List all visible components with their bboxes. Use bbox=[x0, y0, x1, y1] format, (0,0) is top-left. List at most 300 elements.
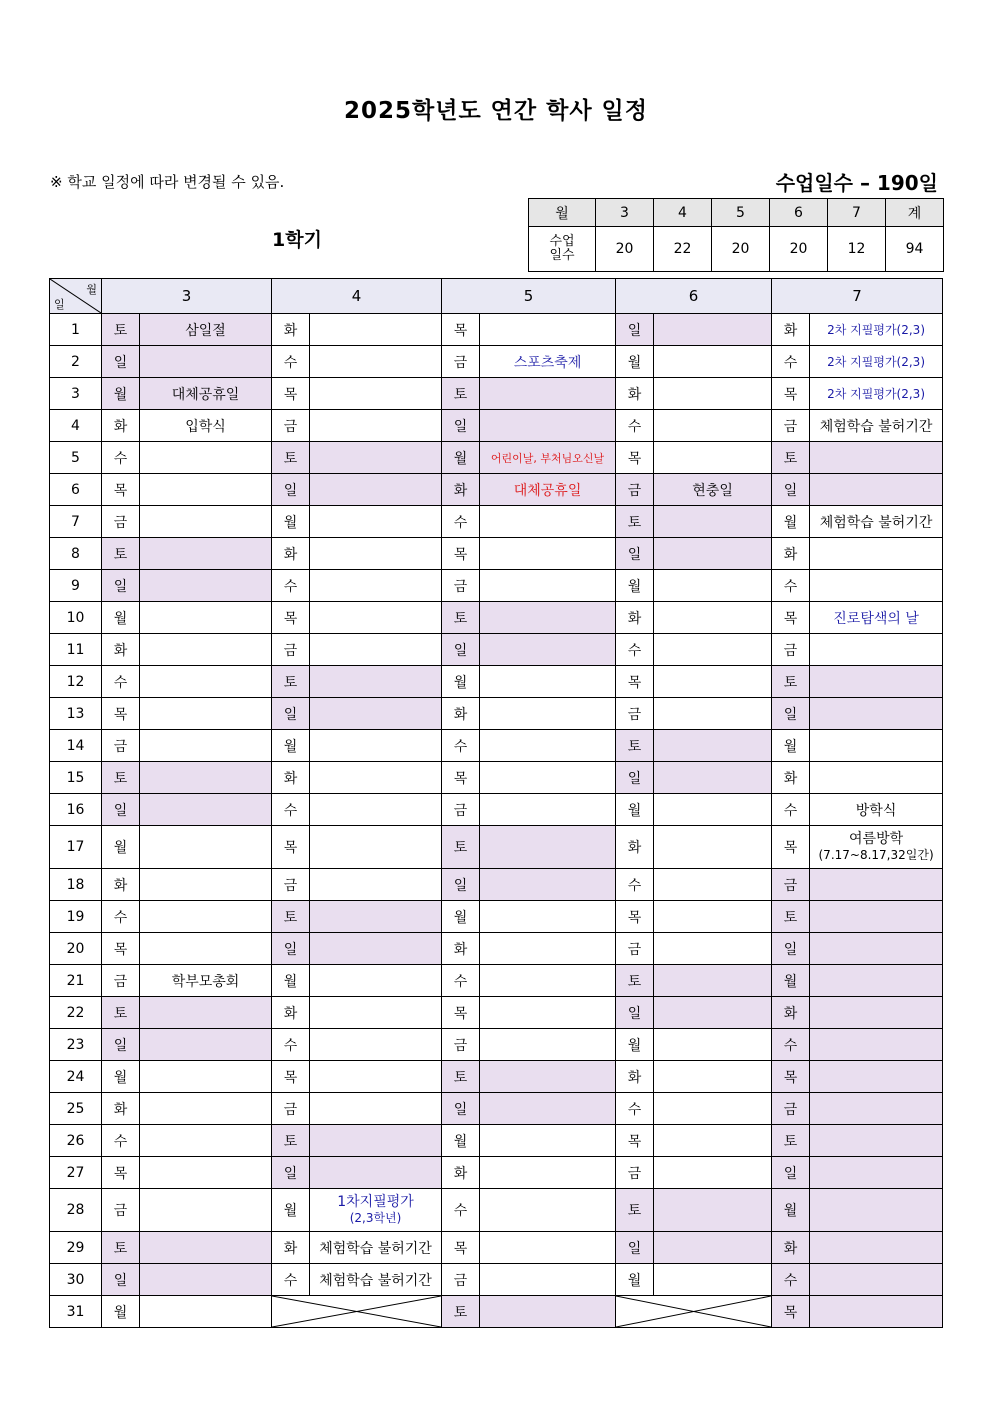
weekday-cell: 목 bbox=[272, 1061, 310, 1093]
event-cell bbox=[810, 730, 943, 762]
weekday-cell: 월 bbox=[272, 730, 310, 762]
event-cell bbox=[140, 997, 272, 1029]
day-number: 9 bbox=[50, 570, 102, 602]
event-cell: 체험학습 불허기간 bbox=[810, 410, 943, 442]
weekday-cell: 목 bbox=[442, 314, 480, 346]
weekday-cell: 화 bbox=[772, 762, 810, 794]
event-cell bbox=[810, 538, 943, 570]
event-cell bbox=[480, 698, 616, 730]
weekday-cell: 금 bbox=[616, 1157, 654, 1189]
event-cell bbox=[654, 442, 772, 474]
weekday-cell: 목 bbox=[772, 602, 810, 634]
weekday-cell: 화 bbox=[272, 538, 310, 570]
calendar-row bbox=[50, 1157, 943, 1189]
weekday-cell: 월 bbox=[102, 826, 140, 869]
event-cell bbox=[310, 730, 442, 762]
event-cell bbox=[140, 1061, 272, 1093]
event-cell bbox=[140, 538, 272, 570]
event-cell bbox=[310, 1061, 442, 1093]
nonexistent-date-cell bbox=[272, 1296, 442, 1328]
weekday-cell: 화 bbox=[102, 634, 140, 666]
event-cell bbox=[654, 378, 772, 410]
weekday-cell: 토 bbox=[616, 965, 654, 997]
event-cell bbox=[310, 826, 442, 869]
weekday-cell: 목 bbox=[616, 1125, 654, 1157]
weekday-cell: 수 bbox=[102, 1125, 140, 1157]
event-cell bbox=[480, 506, 616, 538]
weekday-cell: 화 bbox=[442, 1157, 480, 1189]
event-cell bbox=[140, 933, 272, 965]
weekday-cell: 일 bbox=[272, 933, 310, 965]
event-cell bbox=[310, 1093, 442, 1125]
weekday-cell: 월 bbox=[772, 506, 810, 538]
event-cell bbox=[140, 1296, 272, 1328]
event-cell bbox=[140, 1125, 272, 1157]
event-cell bbox=[140, 602, 272, 634]
event-cell bbox=[654, 346, 772, 378]
weekday-cell: 일 bbox=[772, 933, 810, 965]
weekday-cell: 월 bbox=[442, 666, 480, 698]
days-table-month: 5 bbox=[712, 199, 770, 227]
event-cell bbox=[654, 410, 772, 442]
calendar-row bbox=[50, 410, 943, 442]
weekday-cell: 월 bbox=[772, 965, 810, 997]
weekday-cell: 토 bbox=[442, 378, 480, 410]
event-cell bbox=[310, 1125, 442, 1157]
event-cell bbox=[810, 666, 943, 698]
weekday-cell: 수 bbox=[616, 1093, 654, 1125]
day-number: 23 bbox=[50, 1029, 102, 1061]
calendar-row bbox=[50, 1296, 943, 1328]
event-cell bbox=[310, 346, 442, 378]
weekday-cell: 토 bbox=[102, 997, 140, 1029]
event-cell bbox=[654, 1189, 772, 1232]
event-cell bbox=[654, 1232, 772, 1264]
event-cell bbox=[310, 901, 442, 933]
weekday-cell: 일 bbox=[102, 570, 140, 602]
event-cell bbox=[654, 730, 772, 762]
event-cell bbox=[480, 933, 616, 965]
event-cell: 어린이날, 부처님오신날 bbox=[480, 442, 616, 474]
event-cell bbox=[480, 1189, 616, 1232]
event-cell: 삼일절 bbox=[140, 314, 272, 346]
event-cell bbox=[480, 1029, 616, 1061]
weekday-cell: 목 bbox=[272, 826, 310, 869]
weekday-cell: 월 bbox=[772, 1189, 810, 1232]
weekday-cell: 월 bbox=[616, 1264, 654, 1296]
event-cell: 현충일 bbox=[654, 474, 772, 506]
weekday-cell: 월 bbox=[102, 1296, 140, 1328]
weekday-cell: 토 bbox=[272, 1125, 310, 1157]
event-cell bbox=[810, 965, 943, 997]
event-cell bbox=[310, 997, 442, 1029]
weekday-cell: 수 bbox=[616, 869, 654, 901]
event-cell bbox=[310, 314, 442, 346]
weekday-cell: 금 bbox=[616, 933, 654, 965]
weekday-cell: 일 bbox=[616, 538, 654, 570]
weekday-cell: 금 bbox=[772, 410, 810, 442]
weekday-cell: 금 bbox=[442, 1264, 480, 1296]
weekday-cell: 토 bbox=[442, 1296, 480, 1328]
event-cell bbox=[140, 474, 272, 506]
event-cell bbox=[310, 794, 442, 826]
weekday-cell: 토 bbox=[102, 762, 140, 794]
event-cell bbox=[480, 1125, 616, 1157]
weekday-cell: 화 bbox=[272, 762, 310, 794]
day-number: 1 bbox=[50, 314, 102, 346]
event-cell bbox=[480, 1296, 616, 1328]
event-cell bbox=[810, 1157, 943, 1189]
weekday-cell: 토 bbox=[102, 1232, 140, 1264]
weekday-cell: 목 bbox=[772, 1296, 810, 1328]
calendar-row bbox=[50, 698, 943, 730]
weekday-cell: 수 bbox=[102, 666, 140, 698]
weekday-cell: 토 bbox=[272, 442, 310, 474]
weekday-cell: 수 bbox=[772, 1029, 810, 1061]
weekday-cell: 토 bbox=[772, 666, 810, 698]
event-cell bbox=[810, 1296, 943, 1328]
calendar-row bbox=[50, 474, 943, 506]
event-cell bbox=[140, 869, 272, 901]
event-cell bbox=[140, 1093, 272, 1125]
weekday-cell: 일 bbox=[102, 346, 140, 378]
calendar-row bbox=[50, 442, 943, 474]
calendar-row bbox=[50, 346, 943, 378]
event-cell: 2차 지필평가(2,3) bbox=[810, 378, 943, 410]
event-cell bbox=[810, 1029, 943, 1061]
event-cell: 체험학습 불허기간 bbox=[310, 1232, 442, 1264]
event-cell bbox=[810, 1232, 943, 1264]
day-number: 11 bbox=[50, 634, 102, 666]
calendar-row bbox=[50, 1029, 943, 1061]
annual-calendar-table bbox=[49, 278, 943, 1328]
weekday-cell: 월 bbox=[616, 346, 654, 378]
weekday-cell: 일 bbox=[616, 762, 654, 794]
weekday-cell: 금 bbox=[272, 1093, 310, 1125]
day-number: 13 bbox=[50, 698, 102, 730]
event-cell bbox=[654, 602, 772, 634]
weekday-cell: 수 bbox=[442, 730, 480, 762]
event-cell bbox=[654, 1061, 772, 1093]
weekday-cell: 일 bbox=[272, 698, 310, 730]
day-number: 4 bbox=[50, 410, 102, 442]
weekday-cell: 수 bbox=[272, 346, 310, 378]
weekday-cell: 수 bbox=[102, 901, 140, 933]
event-cell bbox=[810, 474, 943, 506]
event-cell bbox=[140, 506, 272, 538]
calendar-row bbox=[50, 965, 943, 997]
event-cell: 학부모총회 bbox=[140, 965, 272, 997]
event-cell: 진로탐색의 날 bbox=[810, 602, 943, 634]
day-number: 15 bbox=[50, 762, 102, 794]
weekday-cell: 금 bbox=[442, 346, 480, 378]
weekday-cell: 토 bbox=[442, 602, 480, 634]
event-cell bbox=[140, 901, 272, 933]
weekday-cell: 목 bbox=[616, 442, 654, 474]
event-cell bbox=[310, 666, 442, 698]
day-number: 24 bbox=[50, 1061, 102, 1093]
days-table-month: 3 bbox=[596, 199, 654, 227]
day-number: 7 bbox=[50, 506, 102, 538]
calendar-row bbox=[50, 1125, 943, 1157]
weekday-cell: 화 bbox=[616, 1061, 654, 1093]
day-number: 29 bbox=[50, 1232, 102, 1264]
event-cell bbox=[810, 762, 943, 794]
days-table-value: 20 bbox=[596, 227, 654, 272]
weekday-cell: 일 bbox=[102, 1264, 140, 1296]
semester-label: 1학기 bbox=[272, 229, 322, 251]
event-cell: 대체공휴일 bbox=[140, 378, 272, 410]
days-table-header-label: 월 bbox=[529, 199, 596, 227]
event-cell bbox=[140, 1264, 272, 1296]
calendar-row bbox=[50, 997, 943, 1029]
day-number: 3 bbox=[50, 378, 102, 410]
event-cell bbox=[140, 698, 272, 730]
days-table-total-label: 계 bbox=[886, 199, 944, 227]
weekday-cell: 목 bbox=[102, 698, 140, 730]
event-cell bbox=[140, 1157, 272, 1189]
weekday-cell: 금 bbox=[102, 1189, 140, 1232]
event-cell bbox=[810, 1264, 943, 1296]
weekday-cell: 일 bbox=[442, 634, 480, 666]
day-number: 21 bbox=[50, 965, 102, 997]
event-cell bbox=[480, 997, 616, 1029]
event-cell bbox=[654, 1157, 772, 1189]
calendar-row bbox=[50, 570, 943, 602]
day-number: 2 bbox=[50, 346, 102, 378]
weekday-cell: 일 bbox=[102, 1029, 140, 1061]
event-cell bbox=[140, 634, 272, 666]
weekday-cell: 목 bbox=[772, 378, 810, 410]
day-number: 28 bbox=[50, 1189, 102, 1232]
weekday-cell: 토 bbox=[772, 442, 810, 474]
event-cell bbox=[810, 826, 943, 869]
event-cell bbox=[310, 378, 442, 410]
event-cell bbox=[310, 1029, 442, 1061]
weekday-cell: 화 bbox=[442, 933, 480, 965]
days-table-value: 20 bbox=[712, 227, 770, 272]
event-cell bbox=[654, 762, 772, 794]
event-cell bbox=[310, 1157, 442, 1189]
weekday-cell: 금 bbox=[442, 1029, 480, 1061]
weekday-cell: 수 bbox=[616, 634, 654, 666]
weekday-cell: 월 bbox=[442, 1125, 480, 1157]
event-cell: 체험학습 불허기간 bbox=[310, 1264, 442, 1296]
weekday-cell: 일 bbox=[772, 474, 810, 506]
weekday-cell: 월 bbox=[616, 1029, 654, 1061]
weekday-cell: 수 bbox=[442, 506, 480, 538]
event-cell bbox=[654, 901, 772, 933]
event-cell bbox=[480, 1061, 616, 1093]
weekday-cell: 화 bbox=[616, 378, 654, 410]
schedule-note: ※ 학교 일정에 따라 변경될 수 있음. bbox=[50, 173, 285, 191]
event-cell bbox=[480, 602, 616, 634]
event-cell bbox=[810, 1125, 943, 1157]
month-header: 5 bbox=[442, 279, 616, 314]
month-header: 7 bbox=[772, 279, 943, 314]
calendar-row bbox=[50, 634, 943, 666]
event-cell bbox=[140, 346, 272, 378]
event-cell bbox=[480, 634, 616, 666]
event-cell bbox=[480, 570, 616, 602]
month-header: 4 bbox=[272, 279, 442, 314]
weekday-cell: 금 bbox=[616, 474, 654, 506]
weekday-cell: 금 bbox=[102, 730, 140, 762]
weekday-cell: 수 bbox=[272, 794, 310, 826]
days-table-month: 7 bbox=[828, 199, 886, 227]
total-class-days: 수업일수 – 190일 bbox=[775, 171, 938, 195]
weekday-cell: 토 bbox=[616, 506, 654, 538]
weekday-cell: 월 bbox=[772, 730, 810, 762]
weekday-cell: 화 bbox=[272, 997, 310, 1029]
event-cell bbox=[810, 634, 943, 666]
weekday-cell: 월 bbox=[272, 1189, 310, 1232]
calendar-row bbox=[50, 314, 943, 346]
event-cell bbox=[480, 1157, 616, 1189]
days-table-value: 20 bbox=[770, 227, 828, 272]
event-cell bbox=[654, 826, 772, 869]
event-cell bbox=[140, 730, 272, 762]
weekday-cell: 화 bbox=[772, 997, 810, 1029]
event-cell bbox=[810, 698, 943, 730]
weekday-cell: 금 bbox=[272, 634, 310, 666]
event-cell bbox=[310, 965, 442, 997]
event-cell bbox=[654, 1029, 772, 1061]
event-cell bbox=[310, 570, 442, 602]
weekday-cell: 금 bbox=[272, 410, 310, 442]
calendar-row bbox=[50, 666, 943, 698]
event-cell bbox=[310, 538, 442, 570]
event-cell bbox=[654, 698, 772, 730]
weekday-cell: 금 bbox=[772, 869, 810, 901]
event-cell bbox=[810, 1093, 943, 1125]
weekday-cell: 목 bbox=[772, 1061, 810, 1093]
weekday-cell: 금 bbox=[442, 794, 480, 826]
event-cell bbox=[140, 442, 272, 474]
weekday-cell: 월 bbox=[272, 965, 310, 997]
event-cell bbox=[140, 570, 272, 602]
calendar-row bbox=[50, 1232, 943, 1264]
event-cell bbox=[480, 1093, 616, 1125]
event-text: 여름방학 bbox=[849, 831, 904, 847]
event-cell bbox=[810, 997, 943, 1029]
weekday-cell: 목 bbox=[616, 666, 654, 698]
event-cell bbox=[654, 933, 772, 965]
weekday-cell: 토 bbox=[272, 901, 310, 933]
day-number: 31 bbox=[50, 1296, 102, 1328]
weekday-cell: 목 bbox=[442, 538, 480, 570]
event-cell bbox=[310, 634, 442, 666]
weekday-cell: 화 bbox=[616, 826, 654, 869]
weekday-cell: 월 bbox=[616, 794, 654, 826]
event-cell bbox=[654, 997, 772, 1029]
event-cell bbox=[810, 869, 943, 901]
weekday-cell: 화 bbox=[772, 314, 810, 346]
weekday-cell: 목 bbox=[442, 762, 480, 794]
event-cell bbox=[810, 1189, 943, 1232]
event-cell bbox=[140, 794, 272, 826]
event-cell bbox=[310, 1189, 442, 1232]
weekday-cell: 화 bbox=[102, 410, 140, 442]
weekday-cell: 화 bbox=[272, 1232, 310, 1264]
weekday-cell: 월 bbox=[616, 570, 654, 602]
event-cell bbox=[654, 570, 772, 602]
class-days-table bbox=[528, 198, 944, 272]
days-table-month: 6 bbox=[770, 199, 828, 227]
event-cell bbox=[654, 869, 772, 901]
weekday-cell: 금 bbox=[102, 965, 140, 997]
event-cell bbox=[654, 965, 772, 997]
weekday-cell: 수 bbox=[102, 442, 140, 474]
weekday-cell: 토 bbox=[772, 901, 810, 933]
event-cell: 2차 지필평가(2,3) bbox=[810, 346, 943, 378]
month-header: 6 bbox=[616, 279, 772, 314]
day-number: 14 bbox=[50, 730, 102, 762]
calendar-row bbox=[50, 933, 943, 965]
event-cell bbox=[480, 869, 616, 901]
day-number: 8 bbox=[50, 538, 102, 570]
calendar-row bbox=[50, 794, 943, 826]
weekday-cell: 월 bbox=[442, 442, 480, 474]
day-number: 22 bbox=[50, 997, 102, 1029]
event-cell bbox=[480, 314, 616, 346]
event-cell bbox=[140, 1189, 272, 1232]
event-cell bbox=[310, 506, 442, 538]
event-cell bbox=[480, 762, 616, 794]
weekday-cell: 일 bbox=[442, 1093, 480, 1125]
event-subtext: (7.17~8.17,32일간) bbox=[818, 848, 934, 862]
event-cell bbox=[480, 1264, 616, 1296]
weekday-cell: 목 bbox=[442, 1232, 480, 1264]
page-title: 2025학년도 연간 학사 일정 bbox=[344, 98, 648, 124]
event-cell bbox=[310, 602, 442, 634]
event-cell bbox=[310, 933, 442, 965]
weekday-cell: 금 bbox=[772, 634, 810, 666]
days-table-value: 22 bbox=[654, 227, 712, 272]
corner-cell bbox=[50, 279, 102, 314]
day-number: 17 bbox=[50, 826, 102, 869]
weekday-cell: 토 bbox=[102, 314, 140, 346]
day-number: 20 bbox=[50, 933, 102, 965]
event-cell bbox=[140, 1029, 272, 1061]
day-number: 19 bbox=[50, 901, 102, 933]
cross-out-icon bbox=[272, 1296, 441, 1327]
calendar-row bbox=[50, 869, 943, 901]
calendar-row bbox=[50, 1061, 943, 1093]
weekday-cell: 목 bbox=[272, 378, 310, 410]
day-number: 26 bbox=[50, 1125, 102, 1157]
corner-month-label: 월 bbox=[86, 283, 97, 296]
weekday-cell: 월 bbox=[102, 1061, 140, 1093]
calendar-row bbox=[50, 1189, 943, 1232]
event-cell bbox=[310, 698, 442, 730]
weekday-cell: 일 bbox=[272, 1157, 310, 1189]
weekday-cell: 목 bbox=[102, 1157, 140, 1189]
event-cell bbox=[654, 1264, 772, 1296]
weekday-cell: 수 bbox=[616, 410, 654, 442]
weekday-cell: 일 bbox=[102, 794, 140, 826]
day-number: 27 bbox=[50, 1157, 102, 1189]
calendar-row bbox=[50, 1264, 943, 1296]
event-cell: 방학식 bbox=[810, 794, 943, 826]
event-cell bbox=[810, 901, 943, 933]
event-cell bbox=[480, 826, 616, 869]
day-number: 5 bbox=[50, 442, 102, 474]
weekday-cell: 토 bbox=[616, 730, 654, 762]
weekday-cell: 토 bbox=[102, 538, 140, 570]
days-table-month: 4 bbox=[654, 199, 712, 227]
weekday-cell: 화 bbox=[272, 314, 310, 346]
